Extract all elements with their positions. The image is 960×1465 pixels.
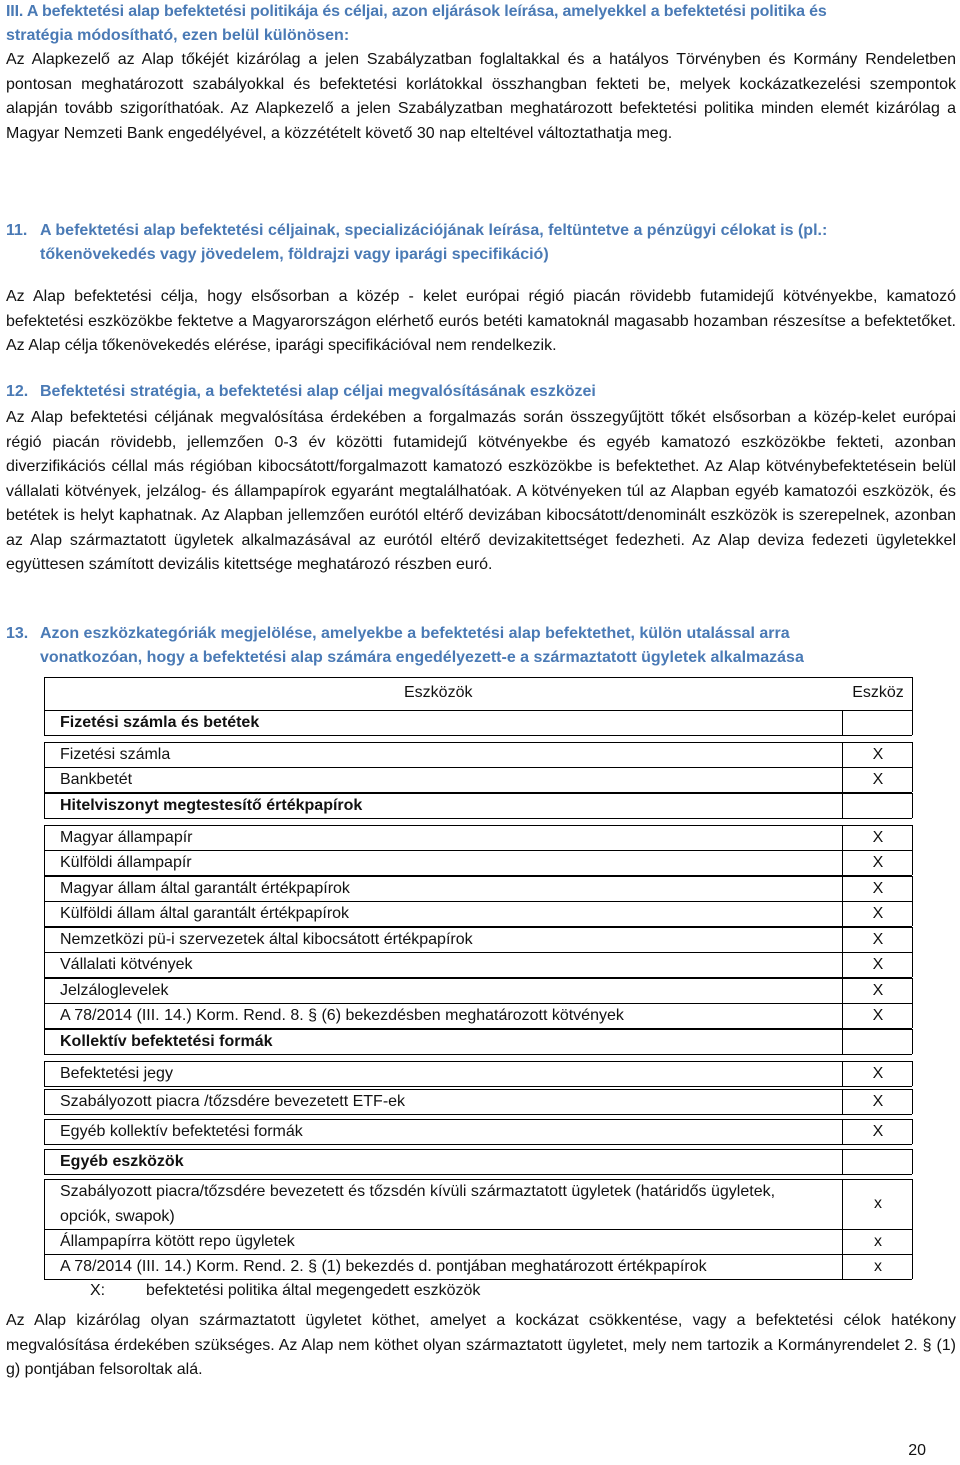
table-rule [44,876,45,901]
table-row-mark: X [872,829,884,846]
table-rule [44,767,45,792]
table-rule [44,901,45,926]
table-rule [44,1061,45,1086]
table-rule [912,742,913,767]
table-rule [912,1119,913,1144]
table-rule [842,1119,843,1144]
table-rule [44,1229,45,1254]
table-rule [842,876,843,901]
table-rule [842,710,843,735]
section-3-paragraph [6,48,956,146]
table-row-mark: X [872,931,884,948]
table-row-label: Szabályozott piacra/tőzsdére bevezetett és tőzsdén kívüli származtatott ügyletek (határidős ügyletek, opciók, swapok) [60,1183,776,1225]
table-rule [44,825,45,850]
table-rule [912,1003,913,1028]
table-rule [842,901,843,926]
table-rule [44,927,45,952]
table-row-label: Magyar állam által garantált értékpapírok [60,880,350,897]
table-rule [912,927,913,952]
table-rule [44,767,912,768]
table-rule [842,825,843,850]
section-13-heading-line2: vonatkozóan, hogy a befektetési alap számára engedélyezett-e a származtatott ügyletek alkalmazása [40,649,804,666]
table-rule [44,735,912,736]
table-row-mark: X [872,854,884,871]
table-row-label: Állampapírra kötött repo ügyletek [60,1233,295,1250]
table-rule [912,1179,913,1229]
table-legend [90,1282,480,1300]
table-row-label: A 78/2014 (III. 14.) Korm. Rend. 8. § (6) bekezdésben meghatározott kötvények [60,1007,624,1024]
legend-key: X: [90,1282,106,1299]
table-row-label: Egyéb kollektív befektetési formák [60,1123,303,1140]
section-11-heading-line1: A befektetési alap befektetési céljainak, specializációjának leírása, feltüntetve a pénzügyi célokat is (pl.: [40,222,828,239]
table-rule [44,1003,45,1028]
table-rule [842,978,843,1003]
section-11-paragraph: Az Alap befektetési célja, hogy elsősorban a közép - kelet európai régió piacán rövidebb futamidejű kötvényekbe, kamatozó befektetési eszközökbe fektetve a Magyarországon elérhető eurós betéti kamatoknál magasabb hozamban részesítse a befektetőket. Az Alap célja tőkenövekedés elérése, iparági specifikációval nem rendelkezik. [6,288,956,354]
table-rule [912,1061,913,1086]
table-rule [44,1086,912,1087]
table-rule [44,677,45,710]
table-rule [912,767,913,792]
table-rule [44,742,45,767]
table-row-mark: X [872,982,884,999]
table-rule [44,850,45,875]
table-rule [912,677,913,710]
table-rule [44,978,912,979]
table-row-label: Kollektív befektetési formák [60,1033,273,1050]
section-12-heading [6,380,956,404]
section-12-paragraph: Az Alap befektetési céljának megvalósítása érdekében a forgalmazás során összegyűjtött tőkét elsősorban a közép-kelet európai régió piacán rövidebb, jellemzően 0-3 év közötti futamidejű kötvényekbe és egyéb kamatozó eszközökbe fekteti, azonban diverzifikációs céllal más régióban kibocsátott/forgalmazott kamatozó eszközökbe is befektethet. Az Alap kötvénybefektetésein belül vállalati kötvények, jelzálog- és állampapírok egyaránt megtalálhatóak. A kötvényeken túl az Alapban egyéb kamatozói eszközök, és betétek is helyt kaphatnak. Az Alapban jellemzően eurótól eltérő devizában kibocsátott/denominált eszközök is szerepelnek, azonban az Alap származtatott ügyletek alkalmazásával az eurótól eltérő devizakitettséget fedezheti. Az Alap deviza fedezeti ügyletekkel együttesen számított devizális kitettsége meghatározó részben euró. [6,409,956,573]
section-3-heading [6,0,956,48]
table-row-mark: X [872,905,884,922]
table-rule [842,1061,843,1086]
table-rule [912,793,913,818]
table-rule [44,952,45,977]
section-3-heading-line2: stratégia módosítható, ezen belül különösen: [6,27,350,44]
table-row-label: Hitelviszonyt megtestesítő értékpapírok [60,797,363,814]
table-row-label: Egyéb eszközök [60,1153,184,1170]
table-rule [44,818,912,819]
table-row-mark: X [872,771,884,788]
table-rule [842,1229,843,1254]
table-rule [842,1179,843,1229]
table-row-label: Fizetési számla és betétek [60,714,260,731]
table-rule [44,1054,912,1055]
table-rule [842,1003,843,1028]
table-row-mark: x [874,1258,882,1275]
table-rule [912,1149,913,1174]
table-row-mark: x [874,1195,882,1212]
section-3-paragraph-b: Az Alapkezelő a jelen Szabályzatban meghatározott befektetési politika minden elemét kizárólag a Magyar Nemzeti Bank engedélyével, a közzétételt követő 30 nap elteltével változtathatja meg. [6,100,956,142]
table-row-label: A 78/2014 (III. 14.) Korm. Rend. 2. § (1) bekezdés d. pontjában meghatározott értékpapírok [60,1258,707,1275]
section-3-paragraph-a: Az Alapkezelő az Alap tőkéjét kizárólag a jelen Szabályzatban foglaltakkal és a hatályos Törvényben és Kormány Rendeletben pontosan meghatározott szabályokkal és befektetési korlátokkal összhangban fekteti be, melyek kockázatkezelési szempontok alapján tovább szigoríthatóak. [6,51,956,117]
table-row-label: Fizetési számla [60,746,171,763]
table-rule [912,876,913,901]
table-rule [912,1089,913,1114]
table-rule [912,901,913,926]
table-rule [842,1149,843,1174]
table-row-mark: X [872,746,884,763]
table-row-mark: X [872,956,884,973]
table-row-label: Külföldi állam által garantált értékpapírok [60,905,350,922]
table-rule [44,1174,912,1175]
table-rule [912,1229,913,1254]
table-rule [44,1089,45,1114]
table-rule [44,677,912,678]
table-rule [44,1279,912,1280]
table-row-mark: X [872,1065,884,1082]
table-rule [44,1029,45,1054]
table-rule [44,1114,912,1115]
table-row-mark: X [872,1123,884,1140]
table-row-label: Nemzetközi pü-i szervezetek által kibocsátott értékpapírok [60,931,473,948]
table-row-mark: X [872,880,884,897]
section-11-heading-line2: tőkenövekedés vagy jövedelem, földrajzi vagy iparági specifikáció) [40,246,549,263]
section-13-number: 13. [6,625,29,642]
table-row-label: Jelzáloglevelek [60,982,169,999]
legend-text: befektetési politika által megengedett eszközök [146,1282,481,1299]
table-rule [44,1179,45,1229]
section-3-heading-line1: III. A befektetési alap befektetési politikája és céljai, azon eljárások leírása, amelyekkel a befektetési politika és [6,3,827,20]
table-rule [44,978,45,1003]
table-rule [842,1029,843,1054]
table-row-label: Magyar állampapír [60,829,193,846]
table-header-assets: Eszközök [404,684,473,701]
table-rule [842,927,843,952]
section-11-number: 11. [6,222,28,239]
table-row-label: Szabályozott piacra /tőzsdére bevezetett ETF-ek [60,1093,406,1110]
table-rule [842,767,843,792]
table-rule [912,850,913,875]
closing-paragraph: Az Alap kizárólag olyan származtatott ügyletet köthet, amelyet a kockázat csökkentése, vagy a befektetési célok hatékony megvalósítása érdekében szükséges. Az Alap nem köthet olyan származtatott ügyletet, mely nem tartozik a Kormányrendelet 2. § (1) g) pontjában felsoroltak alá. [6,1312,956,1378]
table-rule [842,1089,843,1114]
table-rule [44,1254,45,1279]
table-rule [842,1254,843,1279]
table-rule [842,850,843,875]
table-rule [44,1149,45,1174]
table-rule [44,710,45,735]
table-rule [842,952,843,977]
table-rule [44,1144,912,1145]
table-rule [912,978,913,1003]
section-11-heading [6,219,956,267]
section-13-heading [6,622,956,670]
section-12-number: 12. [6,383,29,400]
table-rule [912,952,913,977]
table-row-mark: X [872,1093,884,1110]
table-row-label: Bankbetét [60,771,133,788]
table-rule [912,1254,913,1279]
table-rule [912,825,913,850]
table-row-label: Külföldi állampapír [60,854,192,871]
page-number: 20 [908,1442,926,1459]
table-row-mark: X [872,1007,884,1024]
table-header-asset: Eszköz [852,684,904,701]
table-rule [44,1061,912,1062]
table-rule [44,742,912,743]
table-row-label: Befektetési jegy [60,1065,173,1082]
section-12-heading-text: Befektetési stratégia, a befektetési alap céljai megvalósításának eszközei [40,383,596,400]
table-rule [842,793,843,818]
table-rule [44,793,45,818]
table-rule [912,1029,913,1054]
table-rule [912,710,913,735]
section-13-heading-line1: Azon eszközkategóriák megjelölése, amelyekbe a befektetési alap befektethet, külön utalással arra [40,625,790,642]
table-row-mark: x [874,1233,882,1250]
table-row-label: Vállalati kötvények [60,956,193,973]
table-rule [842,742,843,767]
table-rule [44,1119,45,1144]
